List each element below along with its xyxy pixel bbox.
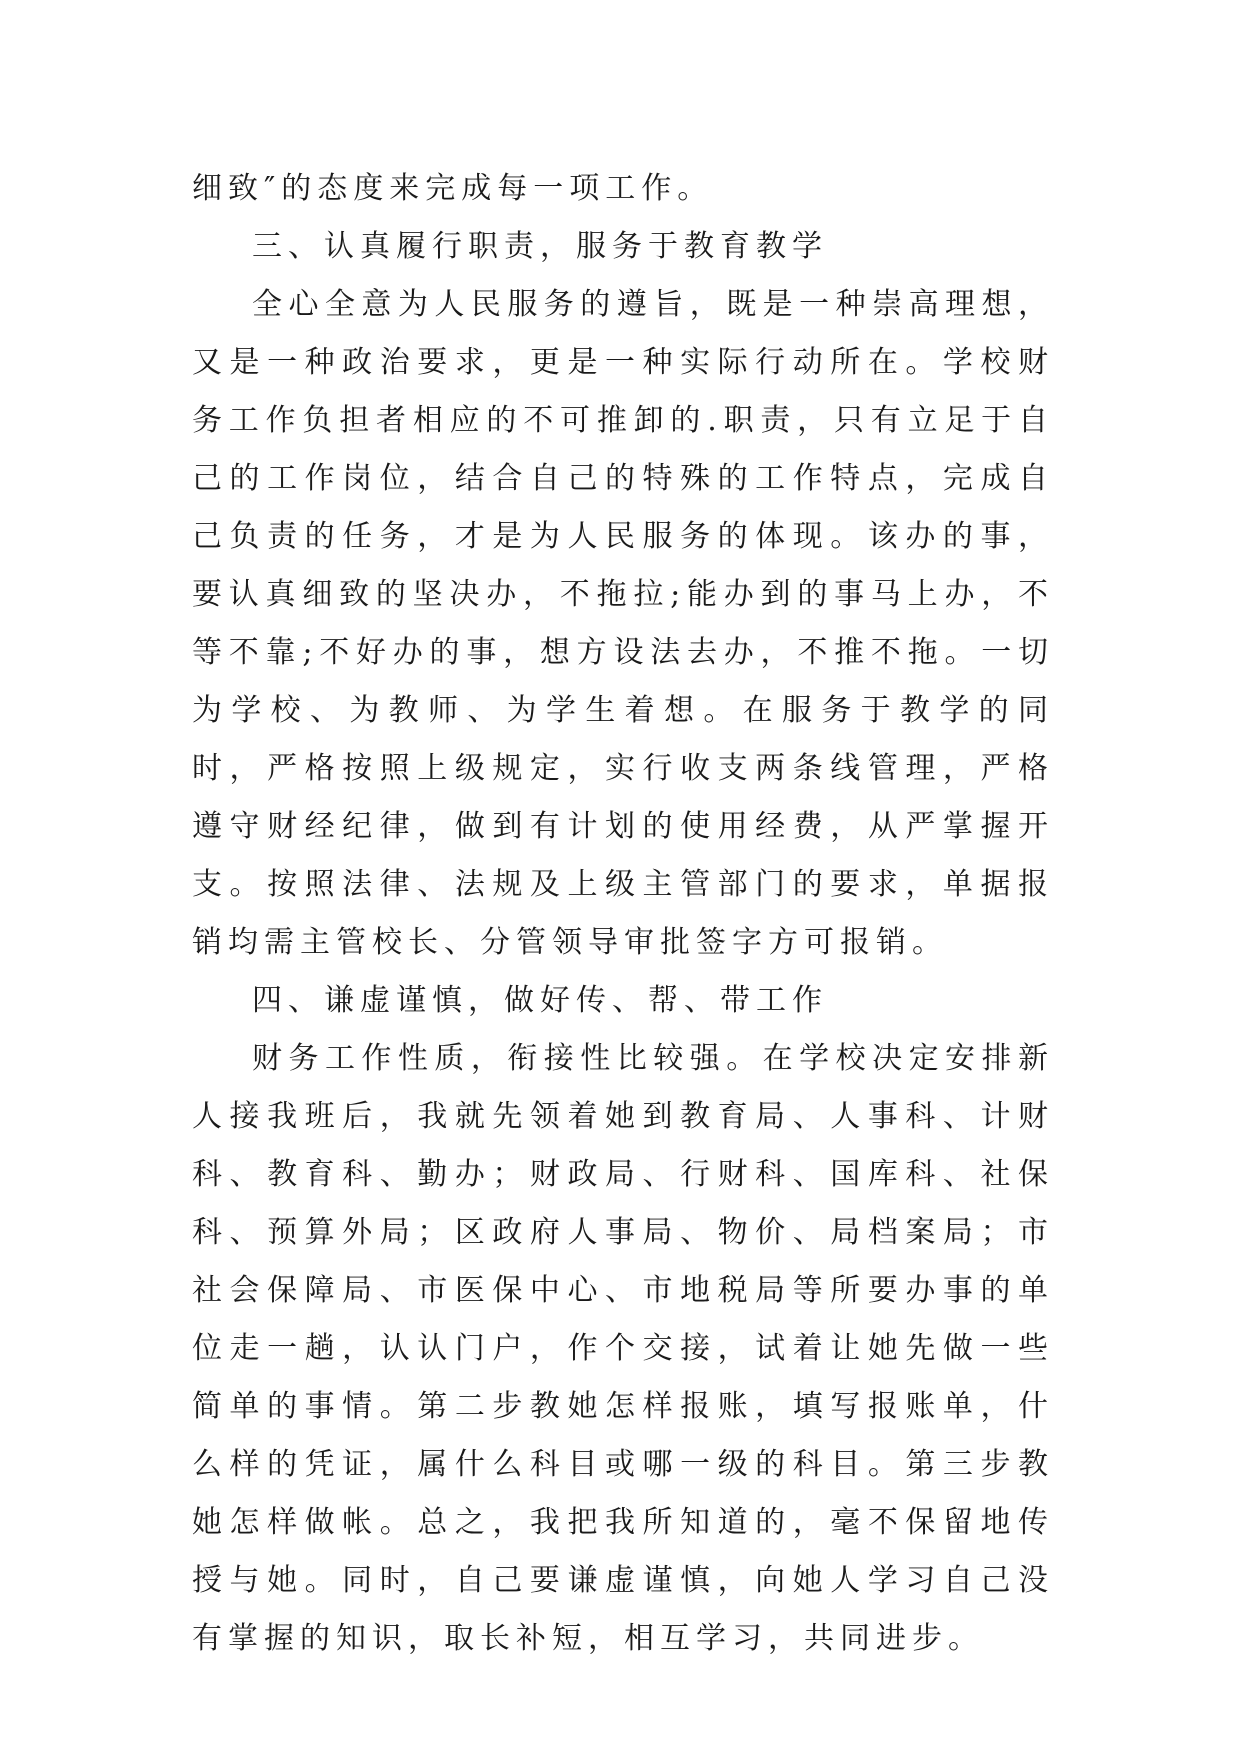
paragraph-continuation: 细致″的态度来完成每一项工作。	[192, 171, 714, 206]
paragraph-handover: 财务工作性质，衔接性比较强。在学校决定安排新人接我班后，我就先领着她到教育局、人事科、计财科、教育科、勤办；财政局、行财科、国库科、社保科、预算外局；区政府人事局、物价、局档案局；市社会保障局、市医保中心、市地税局等所要办事的单位走一趟，认认门户，作个交接，试着让她先做一些简单的事情。第二步教她怎样报账，填写报账单，什么样的凭证，属什么科目或哪一级的科目。第三步教她怎样做帐。总之，我把我所知道的，毫不保留地传授与她。同时，自己要谦虚谨慎，向她人学习自己没有掌握的知识，取长补短，相互学习，共同进步。	[192, 1041, 1054, 1656]
document-body	[192, 160, 1054, 1668]
section-heading-three: 三、认真履行职责，服务于教育教学	[252, 229, 828, 264]
paragraph-duty: 全心全意为人民服务的遵旨，既是一种崇高理想，又是一种政治要求，更是一种实际行动所在。学校财务工作负担者相应的不可推卸的.职责，只有立足于自己的工作岗位，结合自己的特殊的工作特点，完成自己负责的任务，才是为人民服务的体现。该办的事，要认真细致的坚决办，不拖拉;能办到的事马上办，不等不靠;不好办的事，想方设法去办，不推不拖。一切为学校、为教师、为学生着想。在服务于教学的同时，严格按照上级规定，实行收支两条线管理，严格遵守财经纪律，做到有计划的使用经费，从严掌握开支。按照法律、法规及上级主管部门的要求，单据报销均需主管校长、分管领导审批签字方可报销。	[192, 287, 1054, 960]
section-heading-four: 四、谦虚谨慎，做好传、帮、带工作	[252, 983, 828, 1018]
